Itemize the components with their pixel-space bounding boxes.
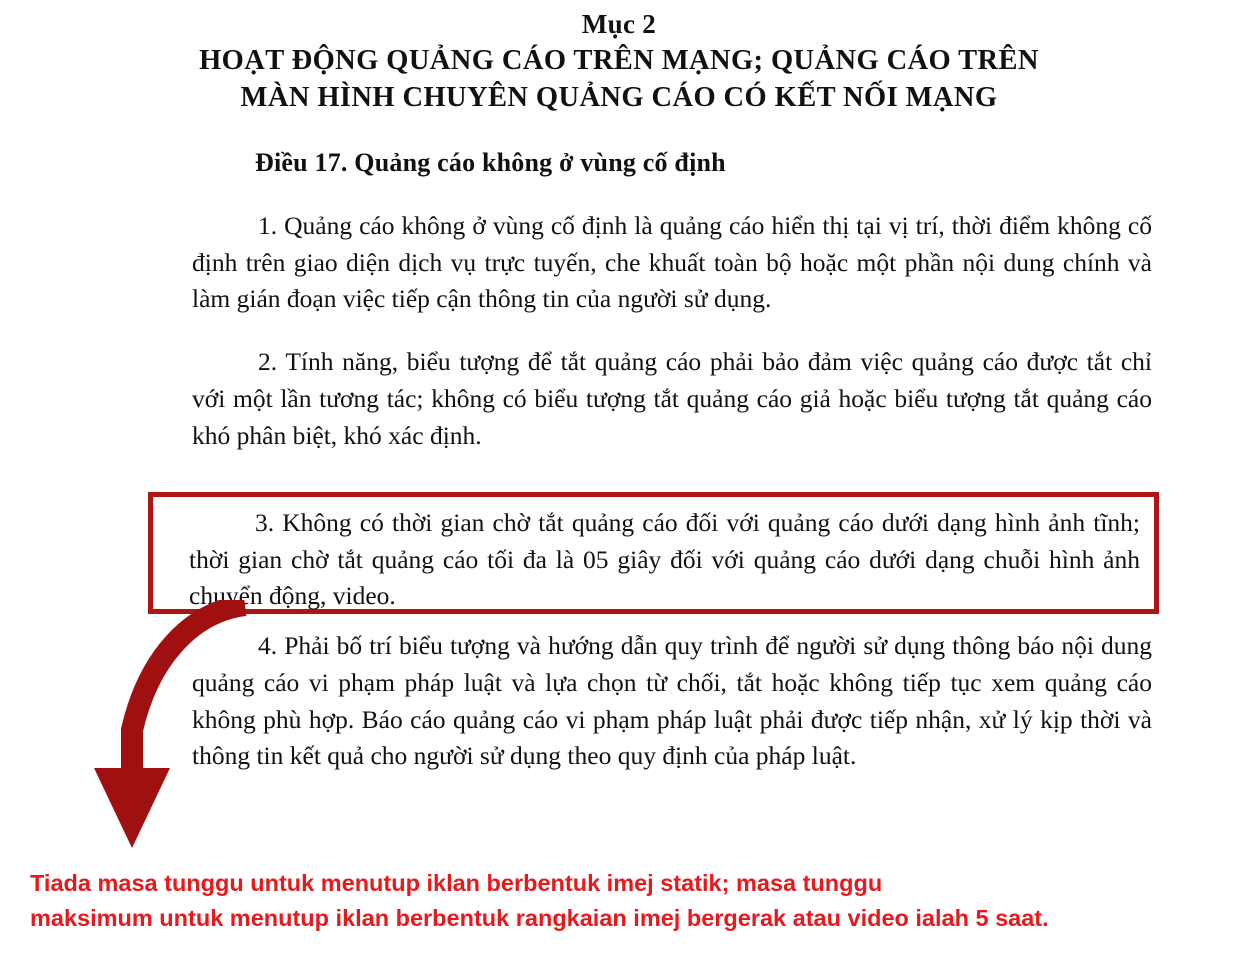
caption-line-2: maksimum untuk menutup iklan berbentuk rangkaian imej bergerak atau video ialah 5 saat. [30,904,1049,931]
article-title: Điều 17. Quảng cáo không ở vùng cố định [255,148,726,177]
annotation-arrow-icon [60,600,260,860]
paragraph-4: 4. Phải bố trí biểu tượng và hướng dẫn quy trình để người sử dụng thông báo nội dung quảng cáo vi phạm pháp luật và lựa chọn từ chối, tắt hoặc không tiếp tục xem quảng cáo không phù hợp. Báo cáo quảng cáo vi phạm pháp luật phải được tiếp nhận, xử lý kịp thời và thông tin kết quả cho người sử dụng theo quy định của pháp luật. [192,631,1152,771]
paragraph-3: 3. Không có thời gian chờ tắt quảng cáo đối với quảng cáo dưới dạng hình ảnh tĩnh; thời gian chờ tắt quảng cáo tối đa là 05 giây đối với quảng cáo dưới dạng chuỗi hình ảnh chuyển động, video. [189,508,1140,611]
document-heading [0,8,1238,116]
translation-caption [30,866,1220,936]
caption-line-1: Tiada masa tunggu untuk menutup iklan berbentuk imej statik; masa tunggu [30,870,883,896]
document-title-line-2: MÀN HÌNH CHUYÊN QUẢNG CÁO CÓ KẾT NỐI MẠNG [240,81,998,113]
paragraph-1: 1. Quảng cáo không ở vùng cố định là quảng cáo hiển thị tại vị trí, thời điểm không cố định trên giao diện dịch vụ trực tuyến, che khuất toàn bộ hoặc một phần nội dung chính và làm gián đoạn việc tiếp cận thông tin của người sử dụng. [192,211,1152,314]
document-title-line-1: HOẠT ĐỘNG QUẢNG CÁO TRÊN MẠNG; QUẢNG CÁO TRÊN [199,44,1039,76]
paragraph-2: 2. Tính năng, biểu tượng để tắt quảng cáo phải bảo đảm việc quảng cáo được tắt chỉ với một lần tương tác; không có biểu tượng tắt quảng cáo giả hoặc biểu tượng tắt quảng cáo khó phân biệt, khó xác định. [192,347,1152,450]
section-label: Mục 2 [581,9,657,39]
highlight-box [148,492,1159,614]
